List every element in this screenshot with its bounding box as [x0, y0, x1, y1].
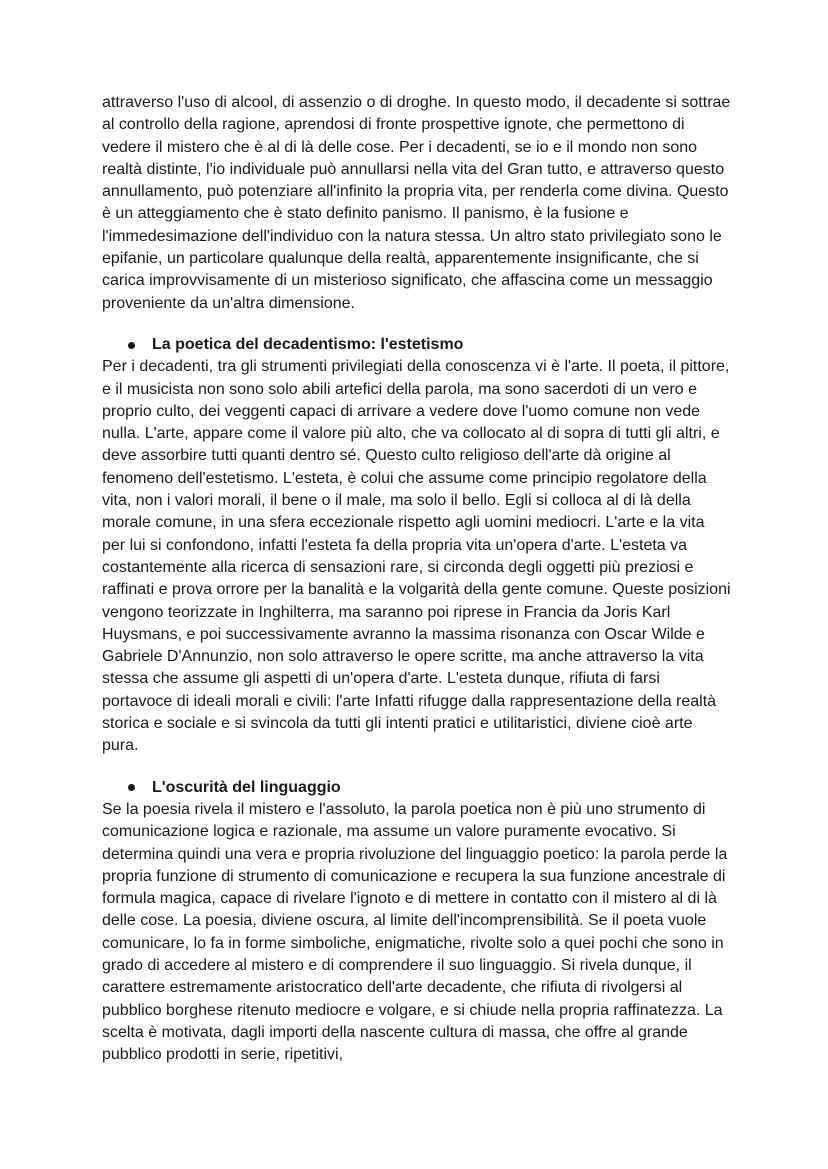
section-body-linguaggio: Se la poesia rivela il mistero e l'assoluto, la parola poetica non è più uno strumento di comunicazione logica e razionale, ma assume un valore puramente evocativo. Si determina quindi una vera e propria rivoluzione del linguaggio poetico: la parola perde la propria funzione di strumento di comunicazione e recupera la sua funzione ancestrale di formula magica, capace di rivelare l'ignoto e di mettere in contatto con il mistero al di là delle cose. La poesia, diviene oscura, al limite dell'incomprensibilità. Se il poeta vuole comunicare, lo fa in forme simboliche, enigmatiche, rivolte solo a quei pochi che sono in grado di accedere al mistero e di comprendere il suo linguaggio. Si rivela dunque, il carattere estremamente aristocratico dell'arte decadente, che rifiuta di rivolgersi al pubblico borghese ritenuto mediocre e volgare, e si chiude nella propria raffinatezza. La scelta è motivata, dagli importi della nascente cultura di massa, che offre al grande pubblico prodotti in serie, ripetitivi,	[102, 800, 728, 1064]
section-heading-text: L'oscurità del linguaggio	[152, 778, 341, 796]
document-page	[102, 92, 732, 1066]
bullet-icon	[128, 342, 135, 349]
section-heading-text: La poetica del decadentismo: l'estetismo	[152, 335, 464, 353]
bullet-icon	[128, 784, 135, 791]
section-heading-estetismo	[102, 334, 732, 356]
intro-paragraph: attraverso l'uso di alcool, di assenzio o di droghe. In questo modo, il decadente si sottrae al controllo della ragione, aprendosi di fronte prospettive ignote, che permettono di vedere il mistero che è al di là delle cose. Per i decadenti, se io e il mondo non sono realtà distinte, l'io individuale può annullarsi nella vita del Gran tutto, e attraverso questo annullamento, può potenziare all'infinito la propria vita, per renderla come divina. Questo è un atteggiamento che è stato definito panismo. Il panismo, è la fusione e l'immedesimazione dell'individuo con la natura stessa. Un altro stato privilegiato sono le epifanie, un particolare qualunque della realtà, apparentemente insignificante, che si carica improvvisamente di un misterioso significato, che affascina come un messaggio proveniente da un'altra dimensione.	[102, 94, 731, 312]
section-heading-linguaggio	[102, 777, 732, 799]
section-body-estetismo: Per i decadenti, tra gli strumenti privilegiati della conoscenza vi è l'arte. Il poeta, il pittore, e il musicista non sono solo abili artefici della parola, ma sono sacerdoti di un vero e proprio culto, dei veggenti capaci di arrivare a vedere dove l'uomo comune non vede nulla. L'arte, appare come il valore più alto, che va collocato al di sopra di tutti gli altri, e deve assorbire tutti quanti dentro sé. Questo culto religioso dell'arte dà origine al fenomeno dell'estetismo. L'esteta, è colui che assume come principio regolatore della vita, non i valori morali, il bene o il male, ma solo il bello. Egli si colloca al di là della morale comune, in una sfera eccezionale rispetto agli uomini mediocri. L'arte e la vita per lui si confondono, infatti l'esteta fa della propria vita un'opera d'arte. L'esteta va costantemente alla ricerca di sensazioni rare, si circonda degli oggetti più preziosi e raffinati e prova orrore per la banalità e la volgarità della gente comune. Queste posizioni vengono teorizzate in Inghilterra, ma saranno poi riprese in Francia da Joris Karl Huysmans, e poi successivamente avranno la massima risonanza con Oscar Wilde e Gabriele D'Annunzio, non solo attraverso le opere scritte, ma anche attraverso la vita stessa che assume gli aspetti di un'opera d'arte. L'esteta dunque, rifiuta di farsi portavoce di ideali morali e civili: l'arte Infatti rifugge dalla rappresentazione della realtà storica e sociale e si svincola da tutti gli intenti pratici e utilitaristici, diviene cioè arte pura.	[102, 358, 731, 755]
